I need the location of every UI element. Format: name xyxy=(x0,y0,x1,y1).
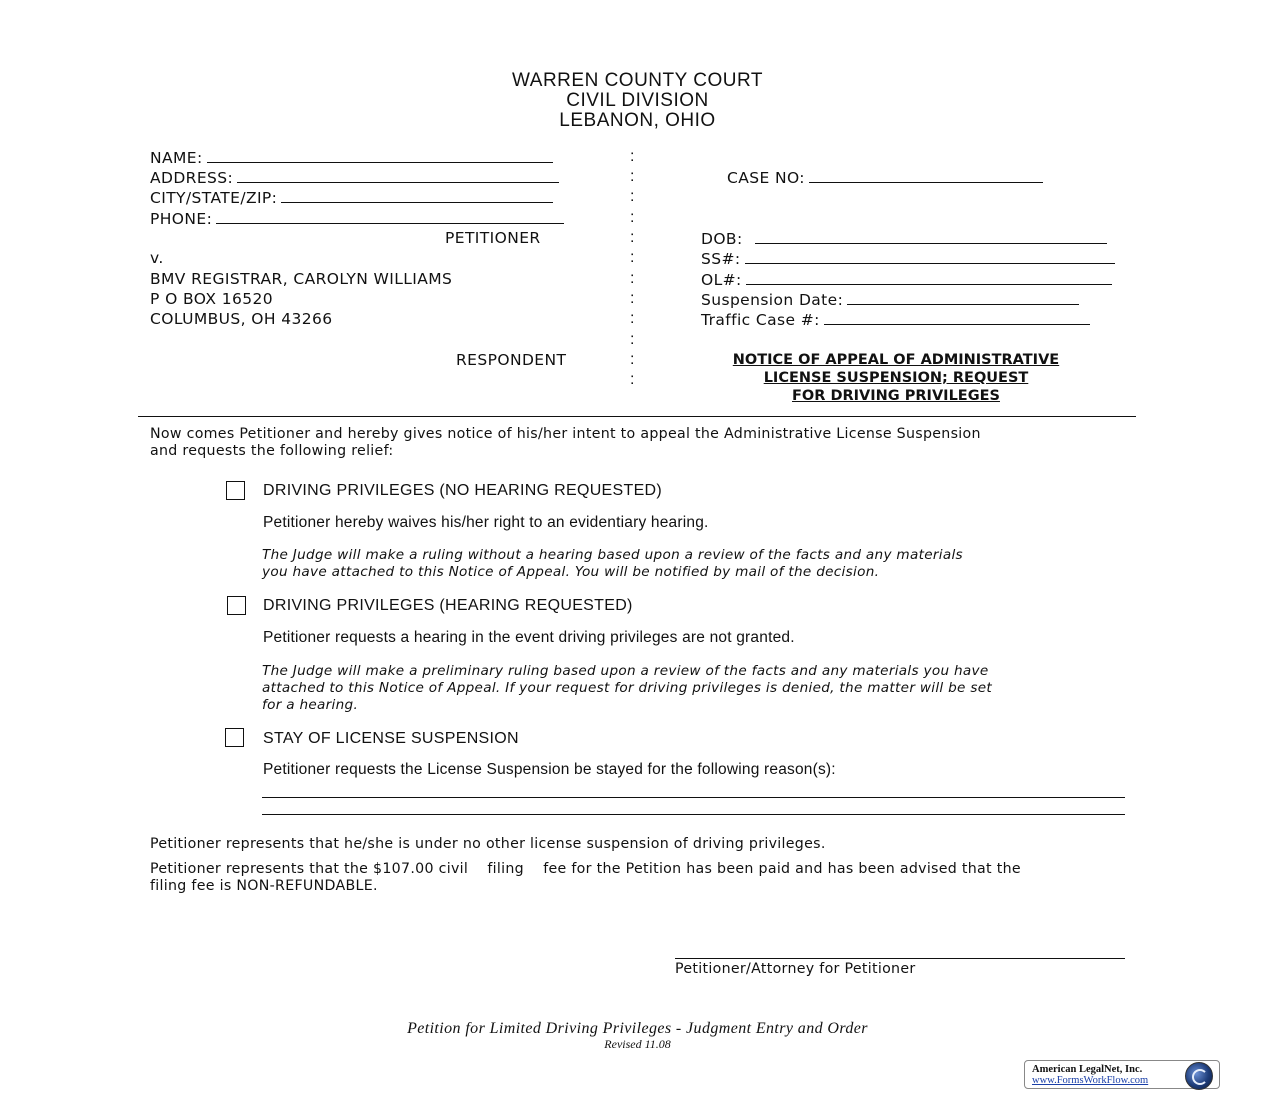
caption-colon: : xyxy=(630,290,635,307)
suspension-date-blank[interactable] xyxy=(847,290,1079,305)
caption-colon: : xyxy=(630,310,635,327)
ss-blank[interactable] xyxy=(745,249,1115,264)
hearing-option-title: DRIVING PRIVILEGES (HEARING REQUESTED) xyxy=(263,597,633,614)
phone-label: PHONE: xyxy=(150,210,213,228)
dob-blank[interactable] xyxy=(755,229,1107,244)
caption-colon: : xyxy=(630,270,635,287)
court-location: LEBANON, OHIO xyxy=(559,110,716,131)
suspension-date-field[interactable] xyxy=(701,290,1079,309)
citystatezip-blank[interactable] xyxy=(281,188,553,203)
address-field[interactable] xyxy=(150,168,559,187)
no-hearing-note-line2: you have attached to this Notice of Appeal. You will be notified by mail of the decision. xyxy=(262,564,880,580)
no-hearing-statement: Petitioner hereby waives his/her right to an evidentiary hearing. xyxy=(263,514,709,531)
globe-logo-icon xyxy=(1185,1062,1213,1090)
vendor-badge[interactable] xyxy=(1024,1060,1220,1089)
ol-label: OL#: xyxy=(701,271,742,289)
hearing-note-line1: The Judge will make a preliminary ruling based upon a review of the facts and any materials you have xyxy=(262,663,989,679)
name-label: NAME: xyxy=(150,149,203,167)
address-blank[interactable] xyxy=(237,168,559,183)
petitioner-label: PETITIONER xyxy=(445,229,541,247)
intro-text-line2: and requests the following relief: xyxy=(150,443,394,459)
caption-colon: : xyxy=(630,188,635,205)
court-division: CIVIL DIVISION xyxy=(566,90,709,111)
stay-option-title: STAY OF LICENSE SUSPENSION xyxy=(263,730,519,747)
traffic-case-blank[interactable] xyxy=(824,310,1090,325)
caption-colon: : xyxy=(630,249,635,266)
case-no-field[interactable] xyxy=(727,168,1043,187)
notice-title-line: NOTICE OF APPEAL OF ADMINISTRATIVE xyxy=(732,352,1060,368)
stay-statement: Petitioner requests the License Suspension be stayed for the following reason(s): xyxy=(263,761,836,778)
ss-label: SS#: xyxy=(701,250,741,268)
footer-revision: Revised 11.08 xyxy=(604,1037,671,1051)
ol-field[interactable] xyxy=(701,270,1112,289)
respondent-address-line2: COLUMBUS, OH 43266 xyxy=(150,310,333,328)
notice-title-line: FOR DRIVING PRIVILEGES xyxy=(792,388,1000,404)
dob-label: DOB: xyxy=(701,230,743,248)
caption-colon: : xyxy=(630,351,635,368)
caption-divider xyxy=(138,416,1136,417)
caption-colon: : xyxy=(630,168,635,185)
case-no-blank[interactable] xyxy=(809,168,1043,183)
hearing-checkbox[interactable] xyxy=(227,596,246,615)
ol-blank[interactable] xyxy=(746,270,1112,285)
hearing-note-line2: attached to this Notice of Appeal. If your request for driving privileges is denied, the matter will be set xyxy=(262,680,992,696)
citystatezip-field[interactable] xyxy=(150,188,553,207)
phone-field[interactable] xyxy=(150,209,564,228)
name-field[interactable] xyxy=(150,148,553,167)
case-no-label: CASE NO: xyxy=(727,169,805,187)
caption-colon: : xyxy=(630,331,635,348)
respondent-name: BMV REGISTRAR, CAROLYN WILLIAMS xyxy=(150,270,453,288)
stay-reason-line[interactable] xyxy=(262,797,1125,798)
vendor-name: American LegalNet, Inc. xyxy=(1032,1064,1143,1075)
caption-colon: : xyxy=(630,148,635,165)
citystatezip-label: CITY/STATE/ZIP: xyxy=(150,189,278,207)
vendor-url-link[interactable]: www.FormsWorkFlow.com xyxy=(1032,1075,1149,1086)
respondent-address-line1: P O BOX 16520 xyxy=(150,290,274,308)
suspension-date-label: Suspension Date: xyxy=(701,291,844,309)
no-hearing-note-line1: The Judge will make a ruling without a hearing based upon a review of the facts and any materials xyxy=(262,547,963,563)
traffic-case-label: Traffic Case #: xyxy=(701,311,820,329)
representation-filing-fee-line2: filing fee is NON-REFUNDABLE. xyxy=(150,878,378,894)
ss-field[interactable] xyxy=(701,249,1115,268)
court-name: WARREN COUNTY COURT xyxy=(512,70,763,91)
dob-field[interactable] xyxy=(701,229,1107,248)
intro-text-line1: Now comes Petitioner and hereby gives notice of his/her intent to appeal the Administrative License Suspension xyxy=(150,426,981,442)
notice-title xyxy=(690,351,1102,405)
notice-title-line: LICENSE SUSPENSION; REQUEST xyxy=(763,370,1029,386)
hearing-statement: Petitioner requests a hearing in the event driving privileges are not granted. xyxy=(263,629,795,646)
representation-no-other-suspension: Petitioner represents that he/she is under no other license suspension of driving privileges. xyxy=(150,836,826,852)
phone-blank[interactable] xyxy=(216,209,564,224)
representation-filing-fee-line1: Petitioner represents that the $107.00 civil filing fee for the Petition has been paid and has been advised that the xyxy=(150,861,1021,877)
traffic-case-field[interactable] xyxy=(701,310,1090,329)
respondent-label: RESPONDENT xyxy=(456,351,567,369)
signature-line[interactable] xyxy=(675,958,1125,959)
caption-colon: : xyxy=(630,209,635,226)
hearing-note-line3: for a hearing. xyxy=(262,697,359,713)
name-blank[interactable] xyxy=(207,148,553,163)
versus-label: v. xyxy=(150,249,164,267)
address-label: ADDRESS: xyxy=(150,169,234,187)
caption-colon: : xyxy=(630,229,635,246)
stay-reason-line[interactable] xyxy=(262,814,1125,815)
signature-label: Petitioner/Attorney for Petitioner xyxy=(675,961,916,977)
no-hearing-checkbox[interactable] xyxy=(226,481,245,500)
stay-checkbox[interactable] xyxy=(225,728,244,747)
footer-form-title: Petition for Limited Driving Privileges - Judgment Entry and Order xyxy=(407,1020,868,1037)
no-hearing-option-title: DRIVING PRIVILEGES (NO HEARING REQUESTED) xyxy=(263,482,663,499)
caption-colon: : xyxy=(630,371,635,388)
